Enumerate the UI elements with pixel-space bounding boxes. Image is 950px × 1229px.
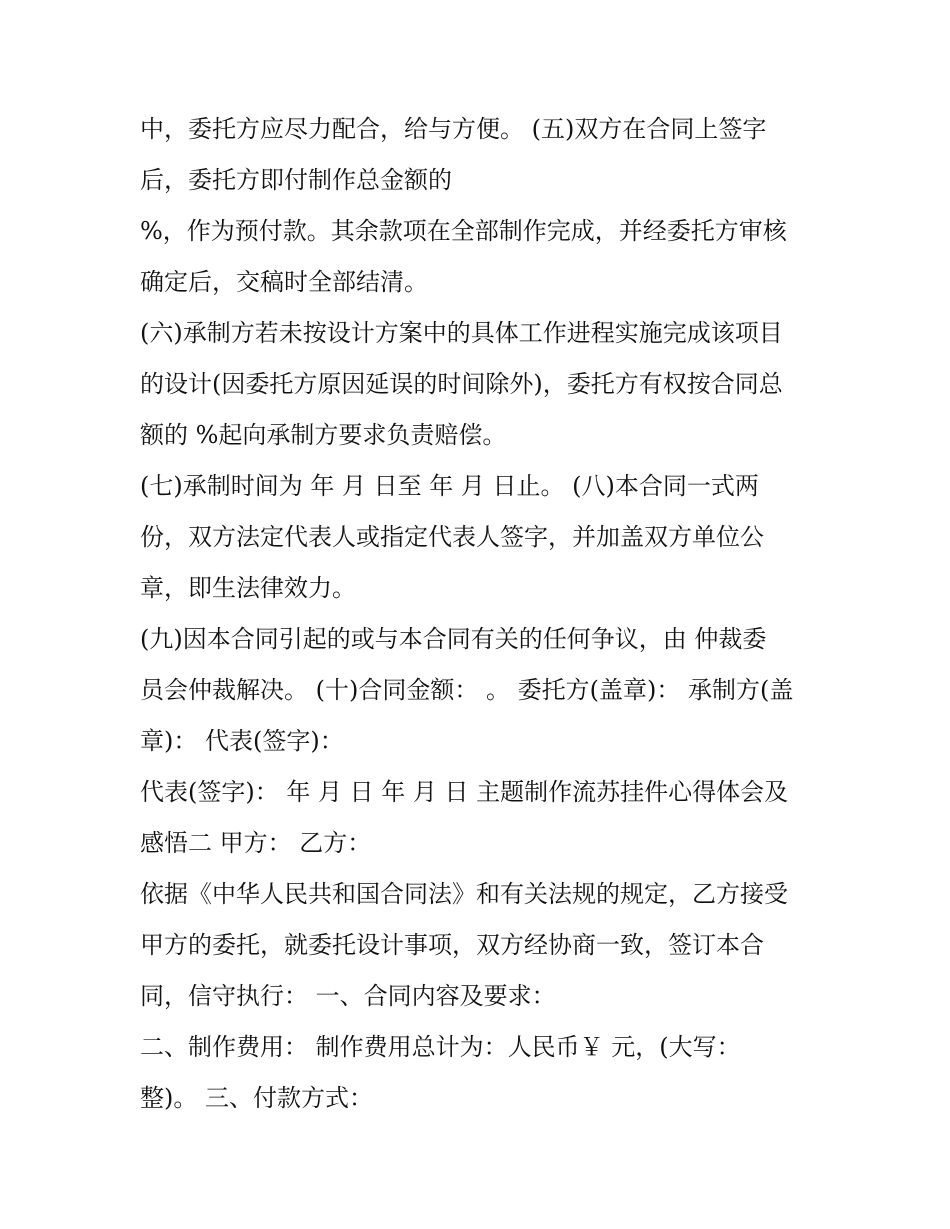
text-line: (六)承制方若未按设计方案中的具体工作进程实施完成该项目 [140, 319, 783, 347]
text-line: 份，双方法定代表人或指定代表人签字，并加盖双方单位公 [140, 523, 764, 551]
text-line: 员会仲裁解决。 (十)合同金额： 。 委托方(盖章)： 承制方(盖 [140, 676, 794, 704]
text-line: 同，信守执行： 一、合同内容及要求： [140, 982, 556, 1010]
text-line: 感悟二 甲方： 乙方： [140, 829, 372, 857]
text-line: 的设计(因委托方原因延误的时间除外)，委托方有权按合同总 [140, 370, 783, 398]
text-line: 章，即生法律效力。 [140, 574, 356, 602]
text-line: 后，委托方即付制作总金额的 [140, 166, 452, 194]
text-line: 章)： 代表(签字)： [140, 727, 344, 755]
text-line: 二、制作费用： 制作费用总计为：人民币￥ 元，(大写： [140, 1033, 741, 1061]
text-line: 依据《中华人民共和国合同法》和有关法规的规定，乙方接受 [140, 880, 788, 908]
text-line: 代表(签字)： 年 月 日 年 月 日 主题制作流苏挂件心得体会及 [140, 778, 789, 806]
text-line: 整)。 三、付款方式： [140, 1084, 373, 1112]
text-line: 额的 %起向承制方要求负责赔偿。 [140, 421, 507, 449]
text-line: (七)承制时间为 年 月 日至 年 月 日止。 (八)本合同一式两 [140, 472, 759, 500]
text-line: 甲方的委托，就委托设计事项，双方经协商一致，签订本合 [140, 931, 764, 959]
text-line: (九)因本合同引起的或与本合同有关的任何争议，由 仲裁委 [140, 625, 767, 653]
text-line: 确定后，交稿时全部结清。 [140, 268, 428, 296]
document-body [140, 104, 830, 1124]
text-line: 中，委托方应尽力配合，给与方便。 (五)双方在合同上签字 [140, 115, 767, 143]
text-line: %，作为预付款。其余款项在全部制作完成，并经委托方审核 [140, 217, 787, 245]
